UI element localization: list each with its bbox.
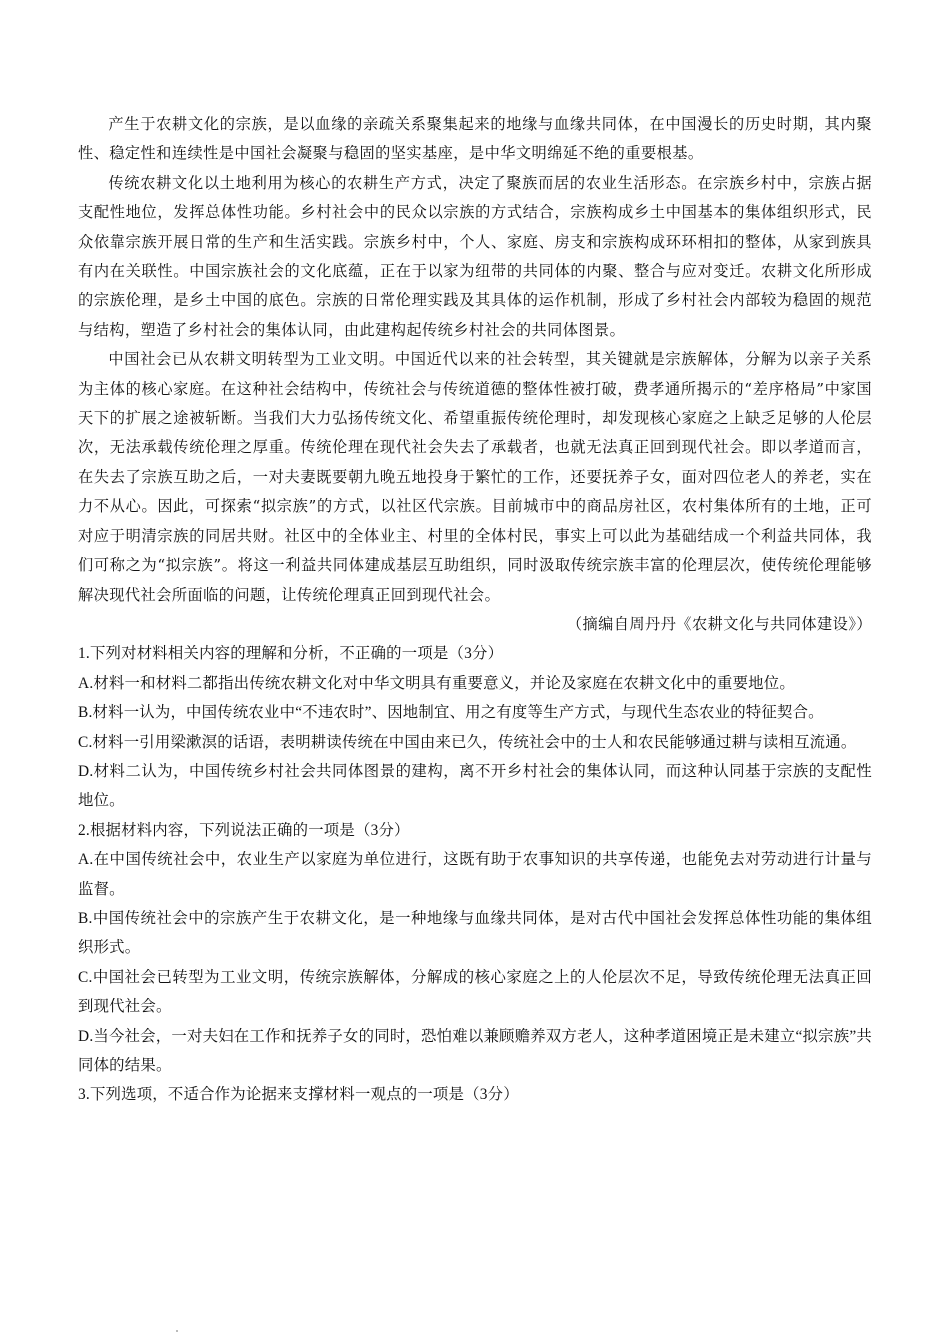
option-b: B.中国传统社会中的宗族产生于农耕文化，是一种地缘与血缘共同体，是对古代中国社会发挥总体性功能的集体组织形式。: [78, 909, 872, 957]
option-d: D.材料二认为，中国传统乡村社会共同体图景的建构，离不开乡村社会的集体认同，而这种认同基于宗族的支配性地位。: [78, 762, 872, 810]
question-2: [78, 816, 872, 1081]
question-list: [78, 639, 872, 1110]
question-stem: 2.根据材料内容，下列说法正确的一项是（3分）: [78, 821, 410, 839]
passage-paragraph-2: 传统农耕文化以土地利用为核心的农耕生产方式，决定了聚族而居的农业生活形态。在宗族乡村中，宗族占据支配性地位，发挥总体性功能。乡村社会中的民众以宗族的方式结合，宗族构成乡土中国基本的集体组织形式，民众依靠宗族开展日常的生产和生活实践。宗族乡村中，个人、家庭、房支和宗族构成环环相扣的整体，从家到族具有内在关联性。中国宗族社会的文化底蕴，正在于以家为纽带的共同体的内聚、整合与应对变迁。农耕文化所形成的宗族伦理，是乡土中国的底色。宗族的日常伦理实践及其具体的运作机制，形成了乡村社会内部较为稳固的规范与结构，塑造了乡村社会的集体认同，由此建构起传统乡村社会的共同体图景。: [78, 173, 872, 339]
option-a: A.材料一和材料二都指出传统农耕文化对中华文明具有重要意义，并论及家庭在农耕文化中的重要地位。: [78, 674, 795, 692]
passage-paragraph-3: 中国社会已从农耕文明转型为工业文明。中国近代以来的社会转型，其关键就是宗族解体，分解为以亲子关系为主体的核心家庭。在这种社会结构中，传统社会与传统道德的整体性被打破，费孝通所揭示的“差序格局”中家国天下的扩展之途被斩断。当我们大力弘扬传统文化、希望重振传统伦理时，却发现核心家庭之上缺乏足够的人伦层次，无法承载传统伦理之厚重。传统伦理在现代社会失去了承载者，也就无法真正回到现代社会。即以孝道而言，在失去了宗族互助之后，一对夫妻既要朝九晚五地投身于繁忙的工作，还要抚养子女，面对四位老人的养老，实在力不从心。因此，可探索“拟宗族”的方式，以社区代宗族。目前城市中的商品房社区，农村集体所有的土地，正可对应于明清宗族的同居共财。社区中的全体业主、村里的全体村民，事实上可以此为基础结成一个利益共同体，我们可称之为“拟宗族”。将这一利益共同体建成基层互助组织，同时汲取传统宗族丰富的伦理层次，使传统伦理能够解决现代社会所面临的问题，让传统伦理真正回到现代社会。: [78, 350, 872, 604]
question-stem: 3.下列选项，不适合作为论据来支撑材料一观点的一项是（3分）: [78, 1086, 519, 1104]
option-c: C.材料一引用梁漱溟的话语，表明耕读传统在中国由来已久，传统社会中的士人和农民能够通过耕与读相互流通。: [78, 733, 857, 751]
passage-source-citation: （摘编自周丹丹《农耕文化与共同体建设》）: [566, 614, 872, 633]
option-c: C.中国社会已转型为工业文明，传统宗族解体，分解成的核心家庭之上的人伦层次不足，导致传统伦理无法真正回到现代社会。: [78, 968, 872, 1016]
exam-page: [78, 110, 872, 1110]
footer-mark: [176, 1330, 178, 1332]
reading-passage: [78, 110, 872, 639]
question-1: [78, 639, 872, 815]
option-d: D.当今社会，一对夫妇在工作和抚养子女的同时，恐怕难以兼顾赡养双方老人，这种孝道困境正是未建立“拟宗族”共同体的结果。: [78, 1027, 872, 1074]
question-stem: 1.下列对材料相关内容的理解和分析，不正确的一项是（3分）: [78, 645, 504, 663]
question-3: [78, 1080, 872, 1109]
passage-paragraph-1: 产生于农耕文化的宗族，是以血缘的亲疏关系聚集起来的地缘与血缘共同体，在中国漫长的历史时期，其内聚性、稳定性和连续性是中国社会凝聚与稳固的坚实基座，是中华文明绵延不绝的重要根基。: [78, 115, 872, 163]
option-a: A.在中国传统社会中，农业生产以家庭为单位进行，这既有助于农事知识的共享传递，也能免去对劳动进行计量与监督。: [78, 851, 872, 898]
option-b: B.材料一认为，中国传统农业中“不违农时”、因地制宜、用之有度等生产方式，与现代生态农业的特征契合。: [78, 704, 824, 722]
